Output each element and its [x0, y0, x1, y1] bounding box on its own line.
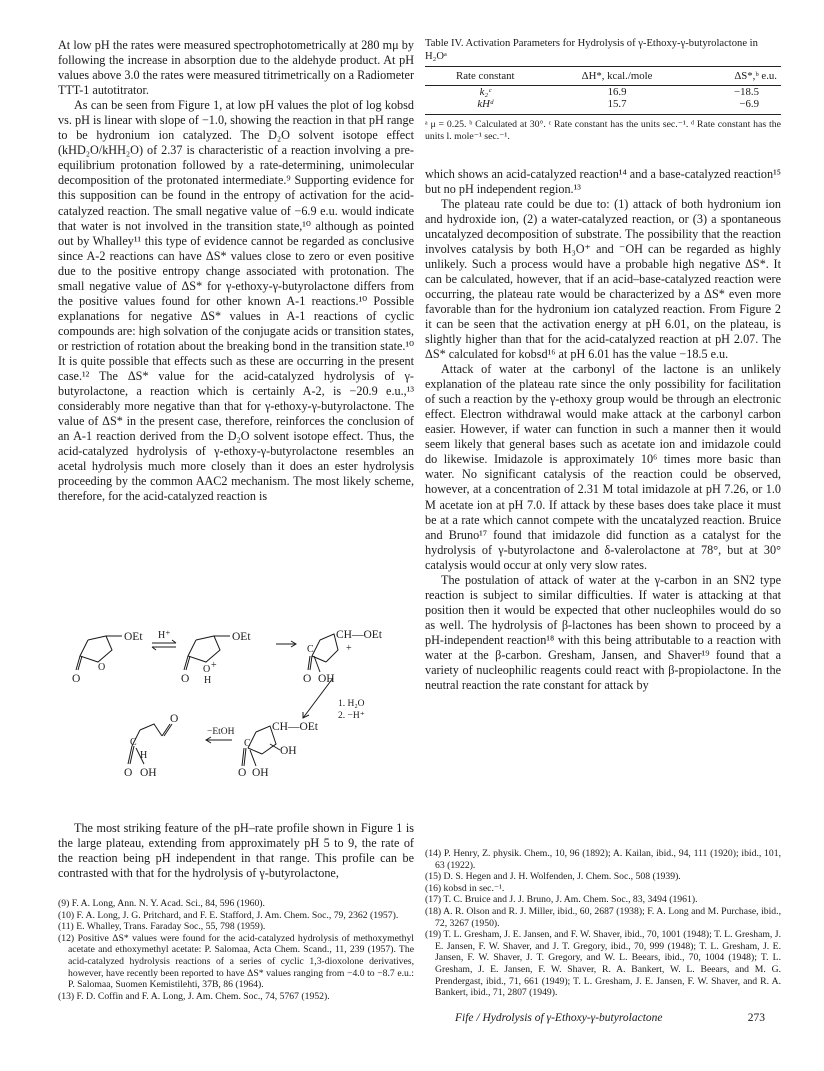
scheme-step-1: 1. H₂O: [338, 699, 365, 709]
table-cell: k₂ᶜ: [479, 85, 491, 98]
table-header-dh: ΔH*, kcal./mole: [581, 70, 653, 82]
left-paragraph-3: The most striking feature of the pH–rate profile shown in Figure 1 is the large plateau, extending from approximately pH 5 to 9, the rate of the reaction being pH independent in that range. This profile can be contrasted with that for the hydrolysis of γ-butyrolactone,: [58, 821, 414, 881]
table-header-ds: ΔS*,ᵇ e.u.: [734, 70, 777, 82]
scheme-oh-1: OH: [318, 673, 335, 685]
footnote-12: (12) Positive ΔS* values were found for the acid-catalyzed hydrolysis of methoxymethyl acetate and ethoxymethyl acetate: P. Salomaa, Acta Chem. Scand., 11, 239 (1957). The acid-catalyzed hydrolysis reactions of a series of cyclic 1,3-dioxolone derivatives, however, have recently been reported to have ΔS* values ranging from −4.0 to −8.7 e.u.: P. Salomaa, Suomen Kemistilehti, 37B, 86 (1964).: [58, 932, 414, 991]
footnote-19: (19) T. L. Gresham, J. E. Jansen, and F. W. Shaver, ibid., 70, 1001 (1948); T. L. Gresham, J. E. Jansen, F. W. Shaver, and J. T. Gregory, ibid., 70, 999 (1948); T. L. Gresham, J. E. Jansen, F. W. Shaver, J. T. Gregory, and W. L. Beears, ibid., 70, 1004 (1948); T. L. Gresham, J. E. Jansen, F. W. Shaver, R. A. Bankert, W. L. Beears, and M. G. Prendergast, ibid., 71, 661 (1949); T. L. Gresham, J. E. Jansen, F. W. Shaver, and R. A. Bankert, ibid., 71, 2807 (1949).: [425, 929, 781, 999]
table-title: Table IV. Activation Parameters for Hydrolysis of γ-Ethoxy-γ-butyrolactone in H₂Oᵃ: [425, 38, 758, 62]
scheme-c-3: C: [130, 737, 137, 748]
right-paragraph-3: Attack of water at the carbonyl of the lactone is an unlikely explanation of the plateau rate since the only possibility for facilitation of such a reaction by the γ-ethoxy group would be through an electronic effect. Electron withdrawal would make attack at the carbonyl carbon easier. However, if water can function in such a manner then it would seem likely that general bases such as acetate ion and imidazole could do likewise. Imidazole is approximately 10⁶ times more basic than water. No significant catalysis of the reaction could be observed, however, at a concentration of 2.31 M total imidazole at pH 7.26, or 1.0 M acetate ion at pH 7.0. If attack by these bases does take place it must be at a rate which cannot compete with the uncatalyzed reaction. Bruice and Bruno¹⁷ found that imidazole did function as a catalyst for the hydrolysis of γ-butyrolactone and δ-valerolactone at 78°, but at 30° catalysis would occur at only very slow rates.: [425, 362, 781, 572]
table-note: ᵃ μ = 0.25. ᵇ Calculated at 30°. ᶜ Rate constant has the units sec.⁻¹. ᵈ Rate constant has the units l. mole⁻¹ sec.⁻¹.: [425, 118, 781, 142]
table-iv: [425, 38, 781, 143]
left-column-lower: [58, 821, 414, 881]
scheme-o-3: O: [303, 673, 312, 685]
scheme-ch-oet-1: CH—OEt: [336, 629, 382, 641]
footnote-14: (14) P. Henry, Z. physik. Chem., 10, 96 (1892); A. Kailan, ibid., 94, 111 (1920); ibid., 101, 63 (1922).: [425, 848, 781, 871]
right-paragraph-1: which shows an acid-catalyzed reaction¹⁴ and a base-catalyzed reaction¹⁵ but no pH independent region.¹³: [425, 166, 781, 196]
left-footnotes: [58, 898, 414, 1002]
scheme-o-5: O: [124, 767, 133, 779]
scheme-c-1: C: [307, 644, 314, 655]
right-paragraph-4: The postulation of attack of water at the γ-carbon in an SN2 type reaction is subject to similar difficulties. If water is attacking at that position then it would be expected that other nucleophiles would do so as well. The hydrolysis of β-lactones has been shown to proceed by a pH-independent reaction¹⁸ with this being attributable to a reaction with water at the β-carbon. Gresham, Jansen, and Shaver¹⁹ found that a variety of nucleophilic reagents could react with β-propiolactone. In the neutral reaction the rate constant for attack by: [425, 572, 781, 693]
running-head: Fife / Hydrolysis of γ-Ethoxy-γ-butyrolactone: [455, 1012, 663, 1024]
table-cell: 15.7: [607, 98, 627, 110]
footnote-16: (16) kobsd in sec.⁻¹.: [425, 882, 505, 894]
table-cell: −6.9: [739, 98, 759, 110]
scheme-plus-1: +: [211, 660, 217, 671]
scheme-o-2: O: [181, 673, 190, 685]
activation-table: [425, 66, 781, 115]
scheme-h-plus: H⁺: [158, 630, 171, 641]
scheme-etoh: −EtOH: [207, 727, 235, 737]
right-footnotes: [425, 848, 781, 999]
reaction-scheme: [58, 626, 414, 816]
page-footer: [455, 1012, 765, 1024]
scheme-ring-o-2: O: [203, 664, 211, 675]
table-row: [425, 85, 781, 98]
footnote-10: (10) F. A. Long, J. G. Pritchard, and F. E. Stafford, J. Am. Chem. Soc., 79, 2362 (1957).: [58, 909, 399, 921]
scheme-plus-2: +: [346, 643, 352, 654]
left-column: [58, 38, 414, 504]
table-cell: kHᵈ: [477, 98, 494, 110]
footnote-17: (17) T. C. Bruice and J. J. Bruno, J. Am. Chem. Soc., 83, 3494 (1961).: [425, 894, 698, 906]
scheme-h-2: H: [140, 750, 148, 761]
table-row: [425, 98, 781, 114]
scheme-oh-4: OH: [140, 767, 157, 779]
scheme-oet-2: OEt: [232, 631, 251, 643]
footnote-9: (9) F. A. Long, Ann. N. Y. Acad. Sci., 84, 596 (1960).: [58, 898, 265, 909]
footnote-18: (18) A. R. Olson and R. J. Miller, ibid., 60, 2687 (1938); F. A. Long and M. Purchase, ibid., 72, 3267 (1950).: [425, 905, 781, 929]
scheme-o-4: O: [238, 767, 247, 779]
scheme-step-2: 2. −H⁺: [338, 711, 365, 721]
scheme-oh-3: OH: [252, 767, 269, 779]
page-number: 273: [747, 1012, 765, 1024]
scheme-h-1: H: [204, 675, 212, 686]
scheme-ring-o-1: O: [98, 662, 106, 673]
left-paragraph-2: As can be seen from Figure 1, at low pH values the plot of log kobsd vs. pH is linear with slope of −1.0, showing the reaction in that pH range to be hydronium ion catalyzed. The D₂O solvent isotope effect (kHD₂O/kHH₂O) of 2.37 is characteristic of a reaction involving a pre-equilibrium protonation followed by a rate-determining, unimolecular decomposition of the protonated intermediate.⁹ Supporting evidence for this supposition can be found in the entropy of activation for the acid-catalyzed reaction. The small negative value of −6.9 e.u. would indicate that water is not involved in the transition state,¹⁰ although as pointed out by Whalley¹¹ this type of evidence cannot be regarded as conclusive since A-2 reactions can have ΔS* values close to zero or even positive due to the positive entropy change associated with protonation. The small negative value of ΔS* for γ-ethoxy-γ-butyrolactone differs from the positive values found for other known A-1 reactions.¹⁰ Possible explanations for negative ΔS* values in A-1 reactions of cyclic compounds are: high solvation of the conjugate acids or transition states, or restriction of rotation about the breaking bond in the transition state.¹⁰ It is quite possible that effects such as these are occurring in the present case.¹² The ΔS* value for the acid-catalyzed hydrolysis of γ-butyrolactone, a reaction which is certainly A-2, is −20.9 e.u.,¹³ considerably more negative than that for γ-ethoxy-γ-butyrolactone. The value of ΔS* in the present case, therefore, reinforces the conclusion of an A-1 reaction derived from the D₂O solvent isotope effect. Thus, the acid-catalyzed hydrolysis of γ-ethoxy-γ-butyrolactone resembles an acetal hydrolysis much more closely than it does an ester hydrolysis proceeding by the common AAC2 mechanism. The most likely scheme, therefore, for the acid-catalyzed reaction is: [58, 98, 414, 504]
right-column: [425, 38, 781, 693]
footnote-15: (15) D. S. Hegen and J. H. Wolfenden, J. Chem. Soc., 508 (1939).: [425, 871, 681, 883]
scheme-c-2: C: [244, 738, 251, 749]
right-paragraph-2: The plateau rate could be due to: (1) attack of both hydronium ion and hydroxide ion, (2) a water-catalyzed reaction, or (3) a spontaneous uncatalyzed decomposition of substrate. The possibility that the reaction involves catalysis by both H₃O⁺ and ⁻OH can be regarded as highly unlikely. Such a process would have a probable high negative ΔS*. It can be calculated, however, that if an acid–base-catalyzed reaction were occurring, the plateau rate would be characterized by a ΔS* even more favorable than for the hydronium ion catalyzed reaction. From Figure 2 it can be seen that the activation energy at pH 6.01, on the plateau, is slightly higher than that for the acid-catalyzed reaction at pH 2.07. The ΔS* calculated for kobsd¹⁶ at pH 6.01 has the value −18.5 e.u.: [425, 196, 781, 362]
scheme-ch-oet-2: CH—OEt: [272, 721, 318, 733]
table-cell: −18.5: [734, 85, 759, 98]
table-cell: 16.9: [607, 85, 627, 98]
left-paragraph-1: At low pH the rates were measured spectrophotometrically at 280 mμ by following the increase in absorption due to the aldehyde product. At pH values above 3.0 the rates were measured titrimetrically on a Radiometer TTT-1 autotitrator.: [58, 38, 414, 98]
scheme-oet-1: OEt: [124, 631, 143, 643]
footnote-13: (13) F. D. Coffin and F. A. Long, J. Am. Chem. Soc., 74, 5767 (1952).: [58, 990, 330, 1002]
scheme-o-top: O: [170, 713, 179, 725]
table-header-rate: Rate constant: [456, 70, 515, 82]
scheme-o-1: O: [72, 673, 81, 685]
scheme-oh-2: OH: [280, 745, 297, 757]
footnote-11: (11) E. Whalley, Trans. Faraday Soc., 55, 798 (1959).: [58, 921, 266, 933]
